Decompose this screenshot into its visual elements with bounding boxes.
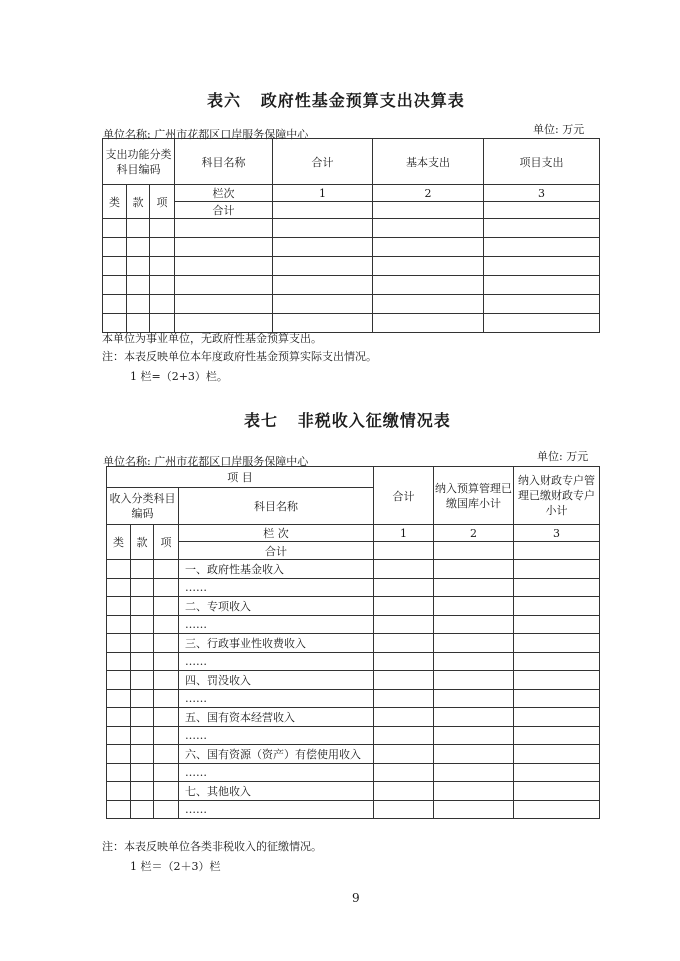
table6-note-3: 1 栏=（2+3）栏。	[130, 370, 228, 383]
row-label: 四、罚没收入	[179, 671, 374, 690]
header-special-account: 纳入财政专户管理已缴财政专户小计	[514, 467, 600, 525]
header-kuan: 款	[131, 525, 154, 560]
header-income-class: 收入分类科目编码	[107, 488, 179, 525]
header-kuan: 款	[127, 185, 150, 219]
header-xiangmu: 项 目	[107, 467, 374, 488]
page-number: 9	[352, 891, 360, 905]
row-label: 六、国有资源（资产）有偿使用收入	[179, 745, 374, 764]
table6-title: 表六 政府性基金预算支出决算表	[207, 91, 465, 110]
col-num-1: 1	[374, 525, 434, 542]
col-num-1: 1	[273, 185, 373, 202]
table7-title: 表七 非税收入征缴情况表	[244, 411, 451, 430]
row-label: 三、行政事业性收费收入	[179, 634, 374, 653]
header-xiang: 项	[150, 185, 175, 219]
table7-note-2: 1 栏＝（2＋3）栏	[130, 860, 221, 873]
header-lei: 类	[107, 525, 131, 560]
col-num-2: 2	[373, 185, 484, 202]
col-num-3: 3	[484, 185, 600, 202]
table6-grid	[102, 138, 600, 333]
row-label: ……	[179, 727, 374, 745]
row-lanci: 栏次	[175, 185, 273, 202]
header-basic: 基本支出	[373, 139, 484, 185]
table7-note-1: 注：本表反映单位各类非税收入的征缴情况。	[102, 840, 322, 853]
row-label: 二、专项收入	[179, 597, 374, 616]
row-label: ……	[179, 579, 374, 597]
header-total: 合计	[273, 139, 373, 185]
row-label: 五、国有资本经营收入	[179, 708, 374, 727]
table6-note-2: 注：本表反映单位本年度政府性基金预算实际支出情况。	[102, 350, 377, 363]
col-num-3: 3	[514, 525, 600, 542]
header-xiang: 项	[154, 525, 179, 560]
row-heji: 合计	[179, 542, 374, 560]
header-subject-name: 科目名称	[179, 488, 374, 525]
header-func-class: 支出功能分类科目编码	[103, 139, 175, 185]
row-label: 七、其他收入	[179, 782, 374, 801]
row-label: ……	[179, 801, 374, 819]
table7-unit: 单位: 万元	[537, 450, 589, 463]
table6-note-1: 本单位为事业单位，无政府性基金预算支出。	[102, 332, 322, 345]
row-lanci: 栏 次	[179, 525, 374, 542]
table6-unit-name: 单位名称: 广州市花都区口岸服务保障中心	[103, 128, 309, 141]
row-label: ……	[179, 764, 374, 782]
row-heji: 合计	[175, 202, 273, 219]
table7-unit-name: 单位名称: 广州市花都区口岸服务保障中心	[103, 455, 309, 468]
row-label: ……	[179, 616, 374, 634]
row-label: ……	[179, 690, 374, 708]
header-subject-name: 科目名称	[175, 139, 273, 185]
table6-unit: 单位: 万元	[533, 123, 585, 136]
header-total: 合计	[374, 467, 434, 525]
row-label: 一、政府性基金收入	[179, 560, 374, 579]
header-lei: 类	[103, 185, 127, 219]
row-label: ……	[179, 653, 374, 671]
col-num-2: 2	[434, 525, 514, 542]
header-budget-mgmt: 纳入预算管理已缴国库小计	[434, 467, 514, 525]
header-project: 项目支出	[484, 139, 600, 185]
table7-grid	[106, 466, 600, 819]
